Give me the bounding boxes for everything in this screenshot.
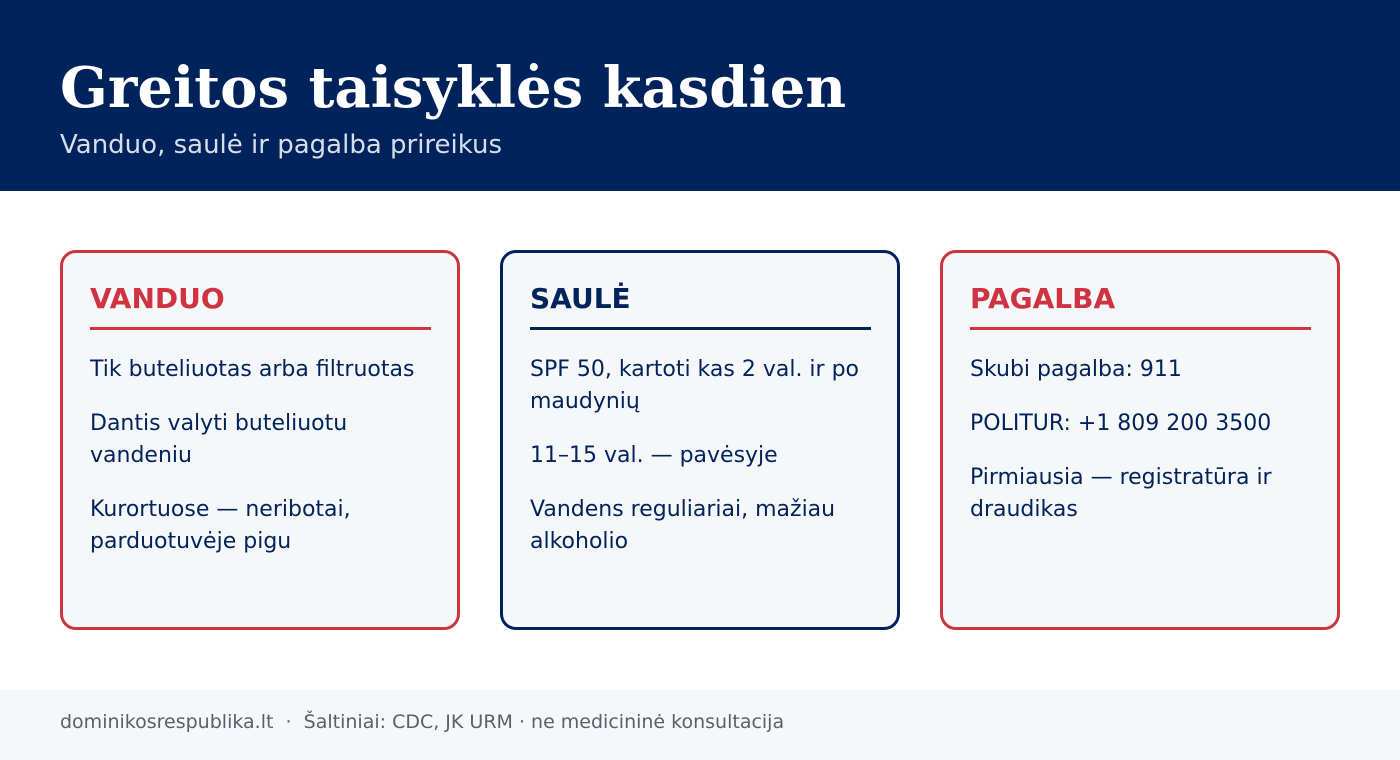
card-list-water: [90, 354, 440, 580]
list-item: Kurortuose — neribotai, parduotuvėje pigu: [90, 497, 351, 554]
footer: [0, 690, 1400, 760]
page-subtitle: Vanduo, saulė ir pagalba prireikus: [60, 130, 503, 160]
footer-site: dominikosrespublika.lt: [60, 711, 274, 733]
card-help: [940, 250, 1340, 630]
card-title-water: VANDUO: [90, 282, 225, 315]
card-divider: [970, 327, 1311, 330]
list-item: POLITUR: +1 809 200 3500: [970, 411, 1272, 436]
list-item: Skubi pagalba: 911: [970, 357, 1182, 382]
list-item: Pirmiausia — registratūra ir draudikas: [970, 465, 1272, 522]
card-divider: [90, 327, 431, 330]
card-title-help: PAGALBA: [970, 282, 1116, 315]
list-item: SPF 50, kartoti kas 2 val. ir po maudynių: [530, 357, 860, 414]
card-title-sun: SAULĖ: [530, 282, 631, 315]
header-banner: [0, 0, 1400, 191]
list-item: Dantis valyti buteliuotu vandeniu: [90, 411, 348, 468]
list-item: 11–15 val. — pavėsyje: [530, 443, 778, 468]
card-water: [60, 250, 460, 630]
list-item: Tik buteliuotas arba filtruotas: [90, 357, 415, 382]
card-sun: [500, 250, 900, 630]
footer-sources: Šaltiniai: CDC, JK URM · ne medicininė konsultacija: [303, 711, 785, 733]
footer-separator: ·: [285, 711, 292, 733]
card-divider: [530, 327, 871, 330]
list-item: Vandens reguliariai, mažiau alkoholio: [530, 497, 836, 554]
card-list-sun: [530, 354, 880, 580]
card-list-help: [970, 354, 1320, 548]
page-title: Greitos taisyklės kasdien: [60, 55, 847, 121]
footer-text: [60, 708, 784, 736]
